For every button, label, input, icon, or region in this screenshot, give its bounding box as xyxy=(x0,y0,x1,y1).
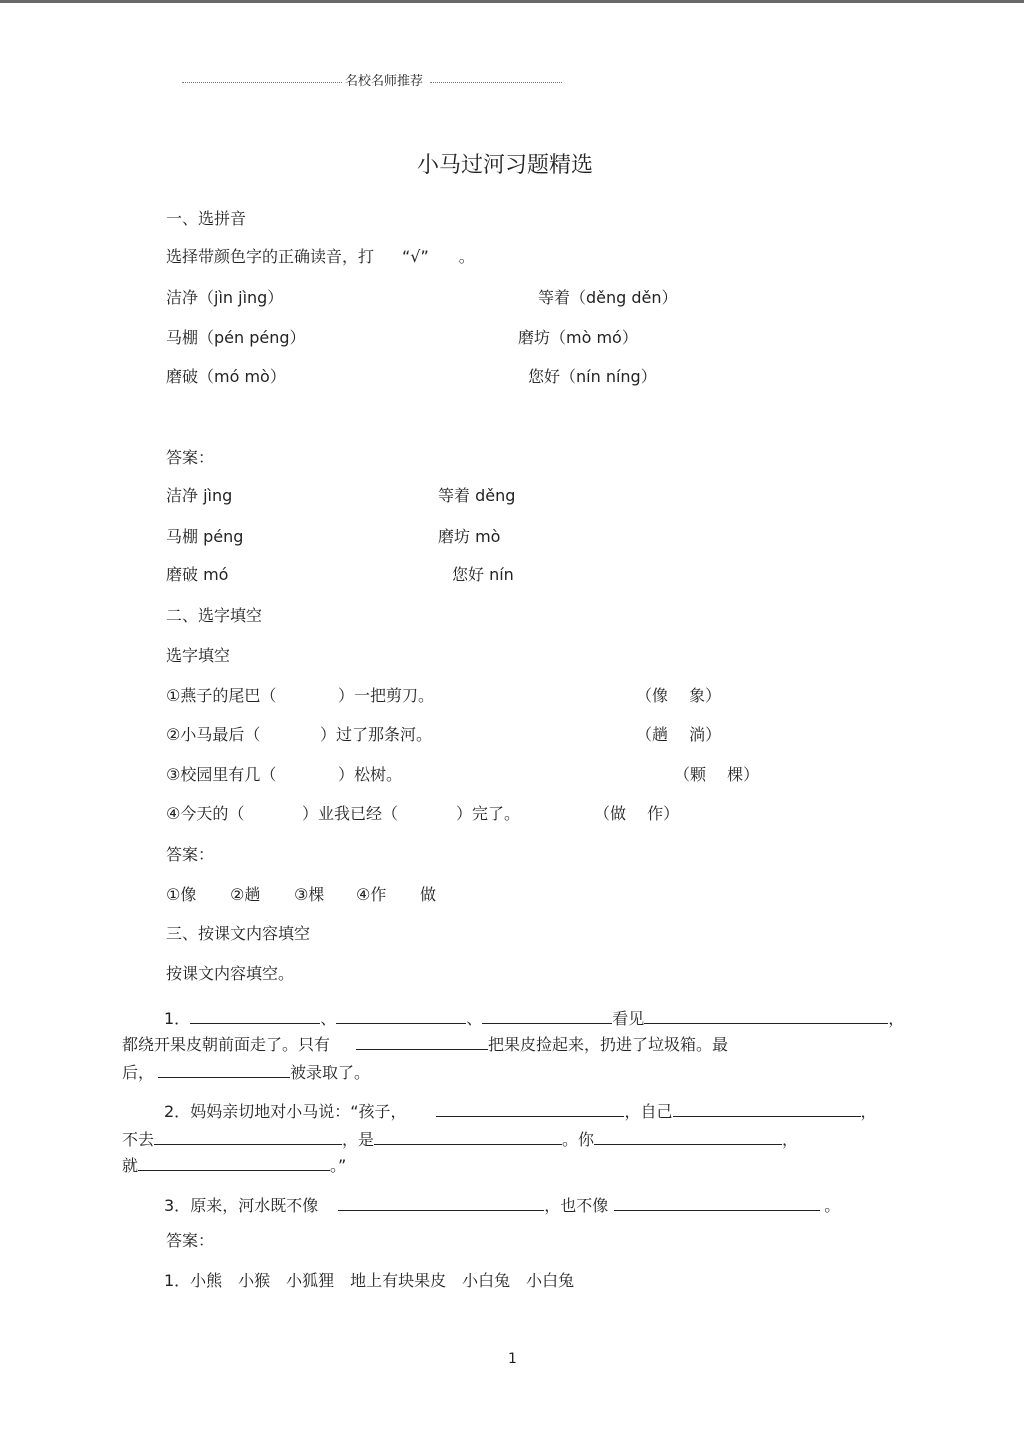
q1-line3-text-a: 后， xyxy=(122,1063,155,1082)
q2-line2-text-b: ，是 xyxy=(342,1130,375,1149)
s3-answer-1: 1．小熊 小猴 小狐狸 地上有块果皮 小白兔 小白兔 xyxy=(164,1271,575,1290)
s1-answer-label: 答案： xyxy=(166,448,215,467)
q3-number: 3． xyxy=(164,1196,191,1215)
s2-q2-options: （趟 淌） xyxy=(636,725,722,744)
s2-q4-part2: ）业我已经（ xyxy=(302,804,399,823)
q2-line3-text-a: 就 xyxy=(122,1156,139,1175)
q2-number: 2． xyxy=(164,1102,191,1121)
s1-question-1: 洁净（jìn jìng） xyxy=(166,288,284,307)
q2-blank-6[interactable] xyxy=(138,1154,330,1171)
s1-answer-3: 马棚 péng xyxy=(166,527,244,546)
s2-answer-2: ②趟 xyxy=(230,885,261,904)
q1-blank-3[interactable] xyxy=(482,1007,612,1024)
header-text: 名校名师推荐 xyxy=(345,74,424,89)
header-rule-left xyxy=(182,82,342,83)
s2-q3-part2: ）松树。 xyxy=(338,765,403,784)
s2-q1-part2: ）一把剪刀。 xyxy=(338,686,435,705)
instruction-period: 。 xyxy=(458,247,475,266)
q2-line2-text-a: 不去 xyxy=(122,1130,155,1149)
q3-text-a: 原来，河水既不像 xyxy=(190,1196,319,1215)
s3-q1-line3 xyxy=(122,1061,370,1081)
s2-q4-part3: ）完了。 xyxy=(456,804,521,823)
s3-q3-line xyxy=(164,1194,840,1214)
q1-blank-2[interactable] xyxy=(336,1007,466,1024)
q1-seen: 看见 xyxy=(612,1009,645,1028)
q2-blank-5[interactable] xyxy=(594,1128,782,1145)
q1-blank-6[interactable] xyxy=(158,1061,290,1078)
q2-blank-1[interactable] xyxy=(436,1100,624,1117)
top-border xyxy=(0,0,1024,3)
q3-blank-2[interactable] xyxy=(614,1194,820,1211)
q2-line1-text-c: ， xyxy=(860,1102,877,1121)
section1-instruction xyxy=(166,249,475,265)
section2-instruction: 选字填空 xyxy=(166,646,231,665)
q1-blank-1[interactable] xyxy=(190,1007,320,1024)
s1-question-6: 您好（nín níng） xyxy=(528,367,657,386)
s2-answer-label: 答案： xyxy=(166,845,215,864)
q1-line3-text-b: 被录取了。 xyxy=(290,1063,371,1082)
s3-q2-line2 xyxy=(122,1128,798,1148)
q1-line2-text-a: 都绕开果皮朝前面走了。只有 xyxy=(122,1035,331,1054)
s1-answer-2: 等着 děng xyxy=(438,486,516,505)
check-mark: “√” xyxy=(402,247,429,266)
q2-line3-text-b: 。” xyxy=(330,1156,347,1175)
s2-answer-3: ③棵 xyxy=(294,885,325,904)
header-rule-right xyxy=(430,82,562,83)
s2-q2-part2: ）过了那条河。 xyxy=(320,725,433,744)
section1-heading: 一、选拼音 xyxy=(166,209,247,228)
q3-text-b: ，也不像 xyxy=(544,1196,609,1215)
q2-line2-text-c: 。你 xyxy=(562,1130,595,1149)
s3-q1-line1 xyxy=(164,1007,904,1027)
q3-text-c: 。 xyxy=(824,1196,841,1215)
s1-question-3: 马棚（pén péng） xyxy=(166,328,306,347)
s1-answer-1: 洁净 jìng xyxy=(166,486,233,505)
s1-question-4: 磨坊（mò mó） xyxy=(518,328,638,347)
s2-answer-1: ①像 xyxy=(166,885,197,904)
s1-answer-6: 您好 nín xyxy=(452,565,514,584)
s3-q1-line2 xyxy=(122,1033,728,1053)
s2-q1-options: （像 象） xyxy=(636,686,722,705)
q1-sep-2: 、 xyxy=(466,1009,483,1028)
q2-blank-4[interactable] xyxy=(374,1128,562,1145)
s2-q1-part1: ①燕子的尾巴（ xyxy=(166,686,277,705)
q2-blank-2[interactable] xyxy=(673,1100,861,1117)
q1-blank-4[interactable] xyxy=(644,1007,888,1024)
section3-instruction: 按课文内容填空。 xyxy=(166,964,295,983)
q2-line1-text-b: ，自己 xyxy=(624,1102,673,1121)
s3-q2-line3 xyxy=(122,1154,346,1174)
s2-q4-part1: ④今天的（ xyxy=(166,804,245,823)
page-number: 1 xyxy=(508,1351,517,1367)
q2-line1-text-a: 妈妈亲切地对小马说：“孩子， xyxy=(190,1102,407,1121)
section3-heading: 三、按课文内容填空 xyxy=(166,924,311,943)
q2-blank-3[interactable] xyxy=(154,1128,342,1145)
q3-blank-1[interactable] xyxy=(338,1194,544,1211)
q2-line2-text-d: ， xyxy=(782,1130,799,1149)
s1-question-5: 磨破（mó mò） xyxy=(166,367,286,386)
section2-heading: 二、选字填空 xyxy=(166,606,263,625)
s1-question-2: 等着（děng děn） xyxy=(538,288,678,307)
s2-answer-4: ④作 xyxy=(356,885,387,904)
q1-number: 1． xyxy=(164,1009,191,1028)
q1-sep-1: 、 xyxy=(320,1009,337,1028)
q1-blank-5[interactable] xyxy=(356,1033,488,1050)
s2-q3-part1: ③校园里有几（ xyxy=(166,765,277,784)
s2-q4-options: （做 作） xyxy=(594,804,680,823)
s2-answer-5: 做 xyxy=(420,885,437,904)
page-title: 小马过河习题精选 xyxy=(417,153,594,178)
instruction-text: 选择带颜色字的正确读音，打 xyxy=(166,247,375,266)
s3-answer-label: 答案： xyxy=(166,1231,215,1250)
s1-answer-5: 磨破 mó xyxy=(166,565,229,584)
s2-q2-part1: ②小马最后（ xyxy=(166,725,261,744)
q1-line2-text-b: 把果皮捡起来，扔进了垃圾箱。最 xyxy=(488,1035,729,1054)
s2-q3-options: （颗 棵） xyxy=(674,765,760,784)
s1-answer-4: 磨坊 mò xyxy=(438,527,501,546)
s3-q2-line1 xyxy=(164,1100,877,1120)
q1-comma: ， xyxy=(888,1009,905,1028)
